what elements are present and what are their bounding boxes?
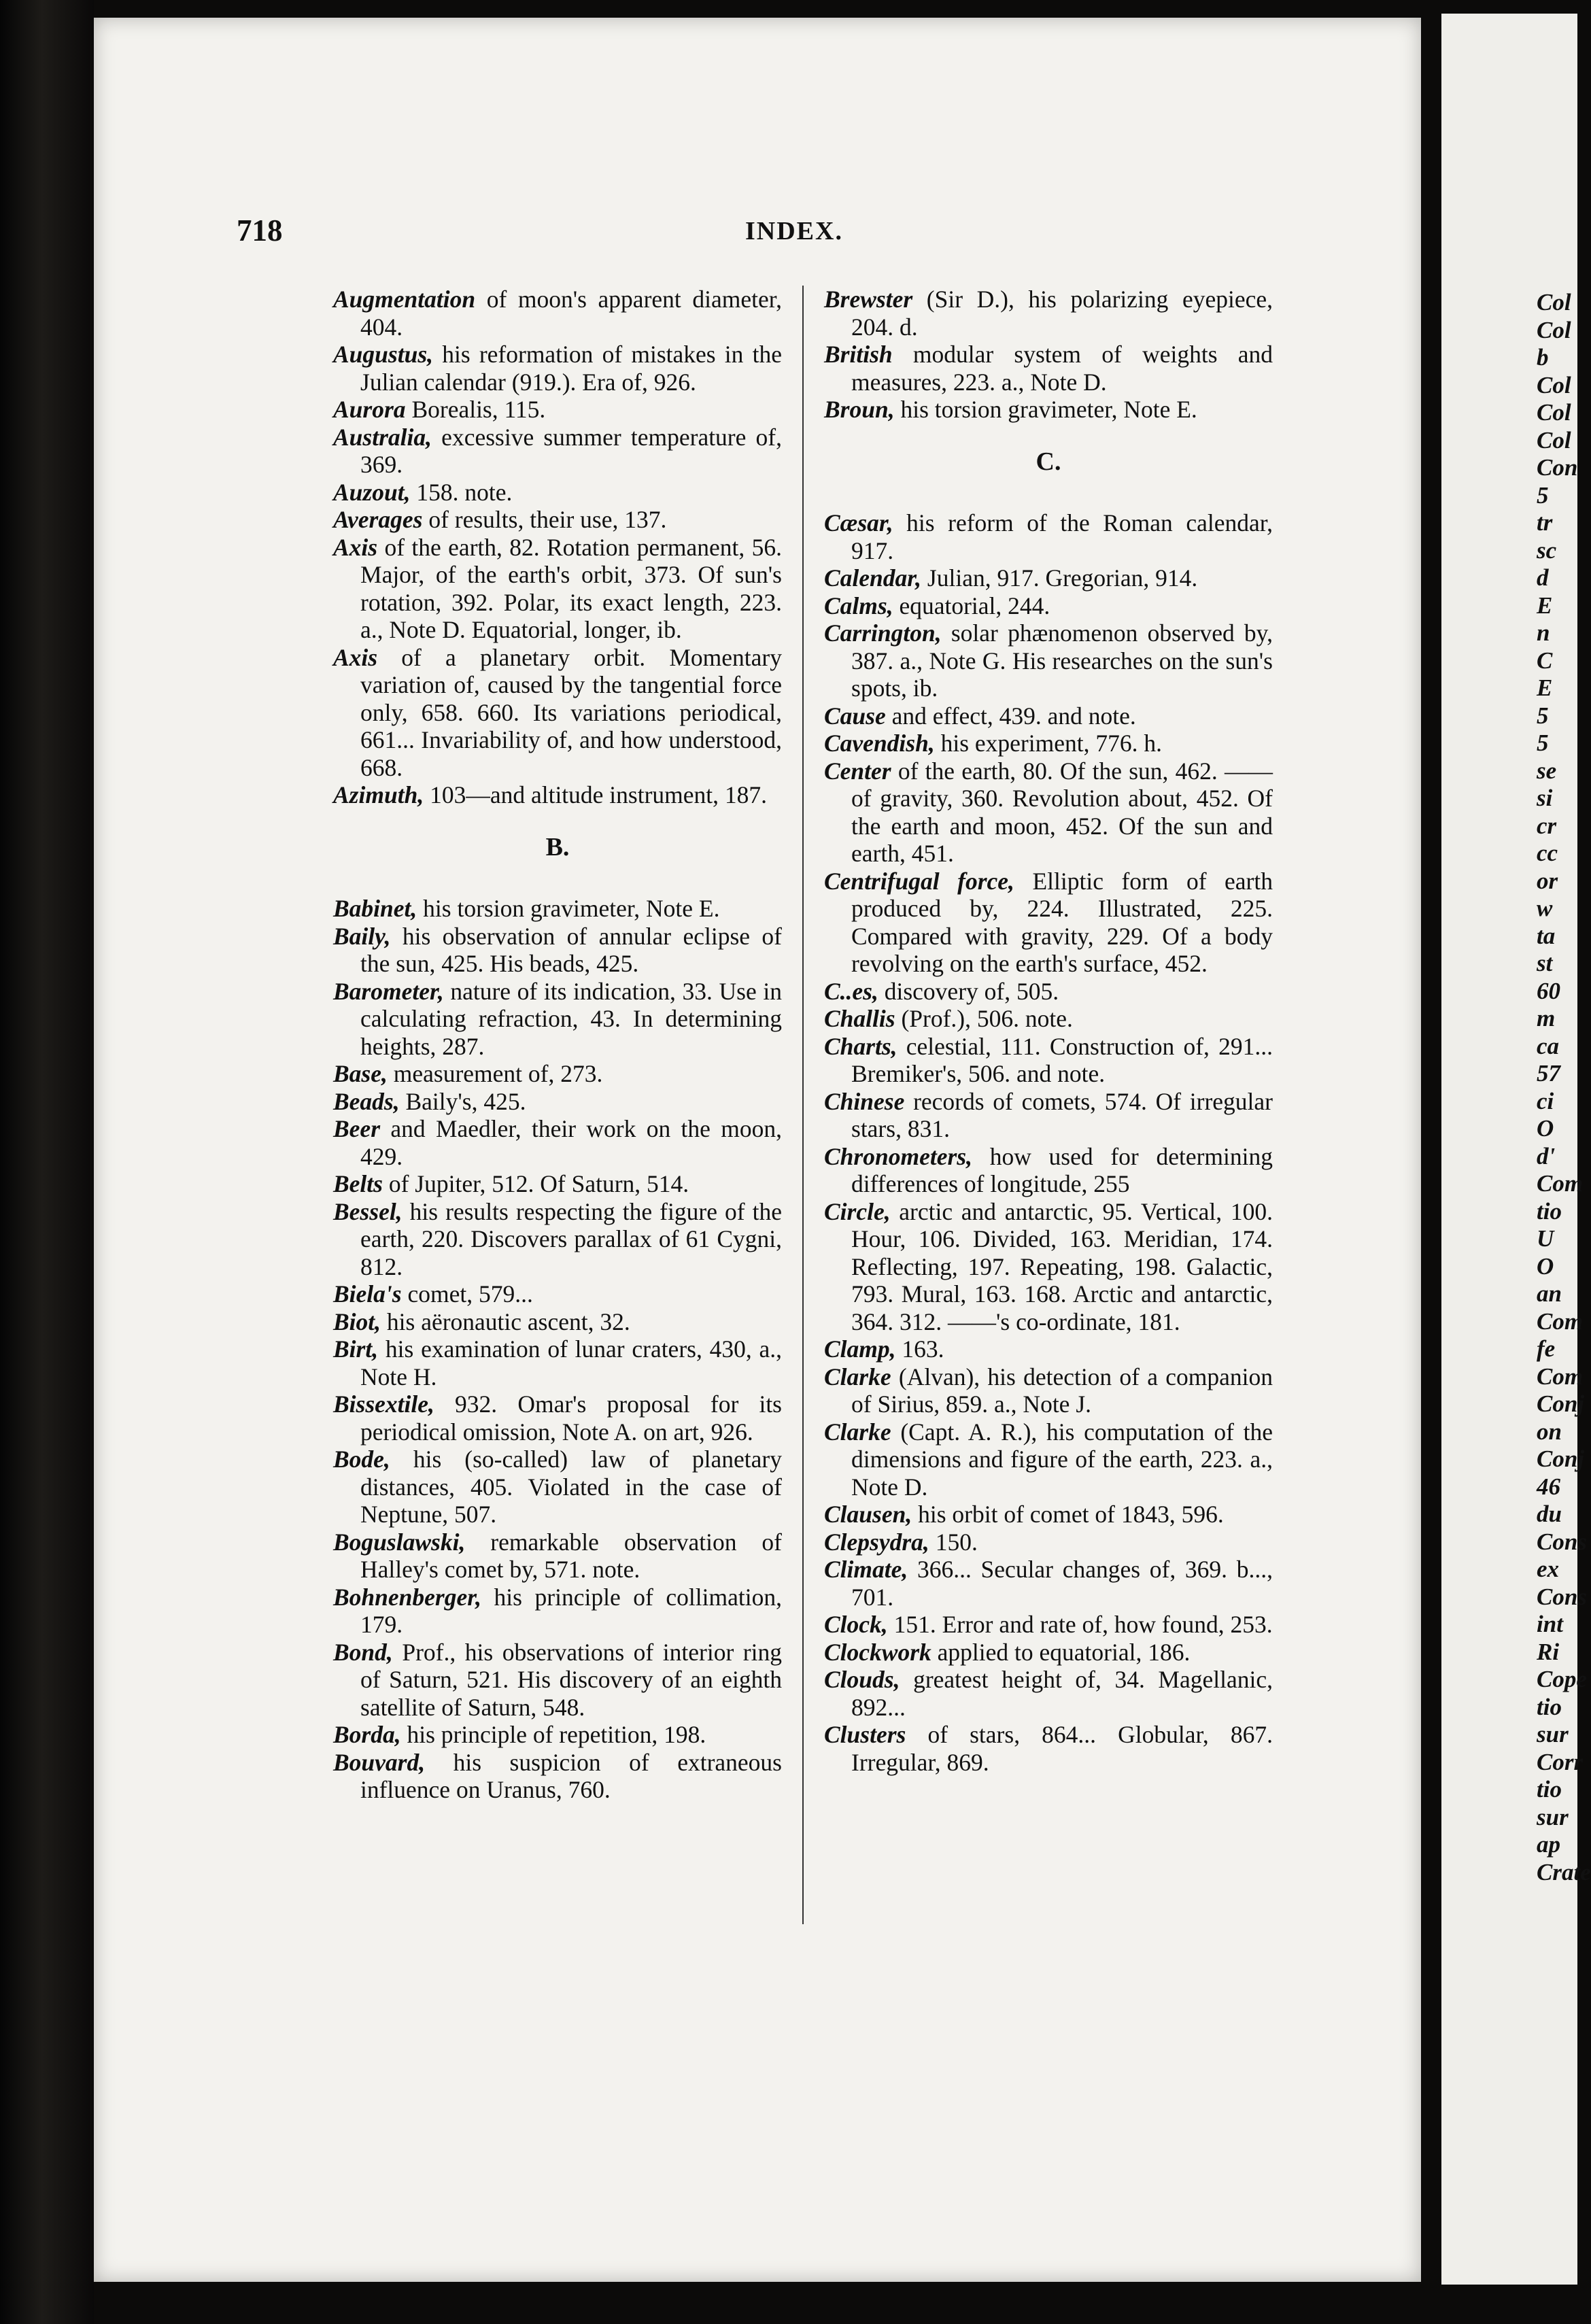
entry-term: Azimuth, (333, 781, 424, 808)
neighbor-fragment: ci (1537, 1087, 1554, 1114)
entry-term: Bissextile, (333, 1390, 434, 1418)
index-entry (824, 978, 1273, 1006)
neighbor-fragment: E (1537, 674, 1553, 701)
index-entry (824, 1335, 1273, 1363)
entry-term: Bessel, (333, 1197, 403, 1225)
entry-term: Augustus, (333, 341, 434, 368)
index-entry (333, 1721, 782, 1749)
neighbor-fragment: tio (1537, 1693, 1562, 1720)
index-entry (824, 1611, 1273, 1639)
entry-text: his observation of annular eclipse of the sun, 425. His beads, 425. (360, 922, 782, 977)
index-entry (824, 1005, 1273, 1033)
neighbor-fragment: Conj (1537, 1390, 1585, 1417)
entry-term: Calendar, (824, 564, 922, 592)
entry-term: Bond, (333, 1638, 393, 1666)
entry-text: records of comets, 574. Of irregular stars, 831. (851, 1087, 1273, 1142)
neighbor-fragment: d' (1537, 1142, 1556, 1169)
entry-term: Biela's (333, 1280, 402, 1308)
neighbor-fragment: Con (1537, 454, 1578, 481)
neighbor-fragment: m (1537, 1005, 1556, 1031)
neighbor-fragment: U (1537, 1225, 1554, 1252)
neighbor-fragment: fe (1537, 1335, 1556, 1362)
book-spine-edge (0, 0, 94, 2324)
neighbor-fragment: sur (1537, 1721, 1569, 1747)
entry-text: Julian, 917. Gregorian, 914. (921, 564, 1198, 592)
index-entry (333, 644, 782, 782)
index-entry (824, 1143, 1273, 1198)
index-entry (824, 1556, 1273, 1611)
neighbor-fragment: O (1537, 1252, 1554, 1280)
neighbor-fragment: 60 (1537, 977, 1560, 1004)
index-entry (333, 1198, 782, 1281)
entry-text: his experiment, 776. h. (934, 730, 1162, 757)
entry-text: 150. (929, 1528, 978, 1556)
neighbor-fragment: cr (1537, 812, 1557, 839)
neighbor-page-edge (1441, 14, 1591, 2285)
entry-text: of stars, 864... Globular, 867. Irregular, 869. (851, 1721, 1273, 1776)
index-entry (333, 534, 782, 644)
index-entry (824, 1501, 1273, 1528)
entry-term: Australia, (333, 423, 432, 451)
entry-term: Clepsydra, (824, 1528, 929, 1556)
neighbor-fragment: tio (1537, 1776, 1562, 1802)
entry-term: Broun, (824, 396, 895, 423)
entry-text: arctic and antarctic, 95. Vertical, 100. Hour, 106. Divided, 163. Meridian, 174. Reflecting, 197. Repeating, 198. Galactic, 793. Mural, 163. 168. Arctic and antarctic, 364. 312. ——'s co-ordinate, 181. (851, 1197, 1273, 1335)
entry-text: nature of its indication, 33. Use in calculating refraction, 43. In determining heights, 287. (360, 977, 782, 1060)
entry-term: Clausen, (824, 1501, 912, 1528)
entry-term: Cause (824, 702, 886, 730)
entry-term: Charts, (824, 1032, 897, 1060)
entry-text: discovery of, 505. (878, 977, 1059, 1005)
entry-term: Brewster (824, 286, 913, 313)
index-entry (824, 1666, 1273, 1721)
neighbor-fragment: sur (1537, 1803, 1569, 1830)
entry-term: Augmentation (333, 286, 476, 313)
index-entry (333, 923, 782, 978)
neighbor-fragment: Col (1537, 426, 1571, 454)
index-entry (333, 978, 782, 1061)
entry-term: Aurora (333, 396, 406, 423)
entry-term: Clockwork (824, 1638, 931, 1666)
index-entry (333, 341, 782, 396)
index-entry (824, 286, 1273, 341)
index-entry (333, 1639, 782, 1722)
neighbor-fragment: Cons (1537, 1528, 1587, 1555)
entry-text: of the earth, 80. Of the sun, 462. —— of gravity, 360. Revolution about, 452. Of the earth and moon, 452. Of the sun and earth, 451. (851, 757, 1273, 867)
entry-term: Climate, (824, 1556, 908, 1583)
entry-text: comet, 579... (401, 1280, 533, 1308)
entry-text: of Jupiter, 512. Of Saturn, 514. (382, 1170, 689, 1197)
entry-text: 158. note. (410, 478, 513, 506)
entry-text: his reformation of mistakes in the Julian calendar (919.). Era of, 926. (360, 341, 782, 396)
index-entry (333, 286, 782, 341)
right-column (824, 286, 1273, 1776)
neighbor-fragment: st (1537, 950, 1553, 976)
index-entry (333, 1088, 782, 1116)
index-entry (824, 509, 1273, 564)
entry-term: Beer (333, 1115, 381, 1142)
entry-text: of results, their use, 137. (422, 506, 667, 533)
index-entry (333, 1060, 782, 1088)
entry-term: Bohnenberger, (333, 1583, 481, 1611)
neighbor-fragment: Cope (1537, 1666, 1587, 1692)
index-entry (333, 781, 782, 809)
neighbor-fragment: Ri (1537, 1638, 1560, 1665)
entry-term: Clouds, (824, 1666, 900, 1693)
entry-text: (Prof.), 506. note. (895, 1005, 1073, 1032)
entry-text: greatest height of, 34. Magellanic, 892... (851, 1666, 1273, 1721)
section-letter-b: B. (545, 832, 570, 861)
left-column (333, 286, 782, 1804)
entry-text: his results respecting the figure of the earth, 220. Discovers parallax of 61 Cygni, 812. (360, 1197, 782, 1280)
entry-term: Auzout, (333, 478, 411, 506)
neighbor-fragment: 46 (1537, 1473, 1560, 1500)
entry-term: Centrifugal force, (824, 867, 1014, 895)
index-entry (824, 1528, 1273, 1556)
entry-term: Chronometers, (824, 1142, 972, 1170)
index-entry (824, 1033, 1273, 1088)
neighbor-fragment: ex (1537, 1556, 1560, 1582)
entry-term: Belts (333, 1170, 383, 1197)
entry-text: 103—and altitude instrument, 187. (424, 781, 768, 808)
column-rule (802, 286, 804, 1924)
index-entry (333, 1584, 782, 1639)
entry-term: Carrington, (824, 619, 942, 647)
neighbor-fragment: Com (1537, 1308, 1584, 1335)
neighbor-fragment: cc (1537, 840, 1558, 866)
index-entry (824, 730, 1273, 757)
entry-term: Base, (333, 1060, 388, 1087)
entry-term: Beads, (333, 1087, 400, 1115)
page-number: 718 (237, 213, 283, 247)
neighbor-fragment: w (1537, 895, 1553, 921)
neighbor-fragment: on (1537, 1418, 1562, 1445)
entry-text: and effect, 439. and note. (885, 702, 1136, 730)
entry-text: his principle of collimation, 179. (360, 1583, 782, 1638)
index-entry (333, 479, 782, 507)
index-entry (333, 1528, 782, 1584)
entry-term: Birt, (333, 1335, 379, 1363)
neighbor-fragment: Cons (1537, 1583, 1587, 1610)
entry-text: of the earth, 82. Rotation permanent, 56. Major, of the earth's orbit, 373. Of sun's rotation, 392. Polar, its exact length, 223. a., Note D. Equatorial, longer, ib. (360, 533, 782, 643)
entry-text: his orbit of comet of 1843, 596. (912, 1501, 1224, 1528)
neighbor-fragment: an (1537, 1280, 1562, 1307)
entry-term: C..es, (824, 977, 878, 1005)
neighbor-fragment: 57 (1537, 1060, 1560, 1087)
neighbor-fragment: int (1537, 1611, 1563, 1637)
index-entry (333, 1115, 782, 1170)
neighbor-fragment: E (1537, 592, 1553, 619)
entry-term: Center (824, 757, 891, 785)
entry-term: Clarke (824, 1418, 891, 1446)
neighbor-fragment: Corr (1537, 1748, 1584, 1775)
entry-text: 366... Secular changes of, 369. b..., 701. (851, 1556, 1273, 1611)
entry-term: Averages (333, 506, 423, 533)
index-entry (333, 1280, 782, 1308)
entry-text: his torsion gravimeter, Note E. (894, 396, 1197, 423)
neighbor-fragment: ap (1537, 1831, 1560, 1858)
index-entry (333, 1170, 782, 1198)
neighbor-fragment: Crate (1537, 1858, 1591, 1885)
index-entry (824, 1363, 1273, 1418)
neighbor-fragment: tio (1537, 1197, 1562, 1225)
entry-term: Bouvard, (333, 1748, 426, 1776)
entry-text: equatorial, 244. (893, 592, 1050, 619)
neighbor-fragment: d (1537, 564, 1549, 591)
index-entry (824, 1721, 1273, 1776)
entry-term: Borda, (333, 1721, 401, 1748)
entry-text: modular system of weights and measures, 223. a., Note D. (851, 341, 1273, 396)
index-entry (333, 1335, 782, 1390)
neighbor-fragment: Col (1537, 371, 1571, 398)
entry-text: solar phænomenon observed by, 387. a., Note G. His researches on the sun's spots, ib. (851, 619, 1273, 702)
entry-text: Elliptic form of earth produced by, 224. Illustrated, 225. Compared with gravity, 229. Of a body revolving on the earth's surface, 452. (851, 867, 1273, 977)
index-entry (824, 592, 1273, 620)
section-letter-c: C. (1036, 447, 1061, 476)
index-entry (824, 341, 1273, 396)
entry-term: Challis (824, 1005, 895, 1032)
entry-text: excessive summer temperature of, 369. (360, 423, 782, 478)
entry-text: (Capt. A. R.), his computation of the dimensions and figure of the earth, 223. a., Note D. (851, 1418, 1273, 1501)
entry-text: celestial, 111. Construction of, 291... Bremiker's, 506. and note. (851, 1032, 1273, 1087)
entry-text: 151. Error and rate of, how found, 253. (887, 1611, 1273, 1638)
entry-term: Bode, (333, 1446, 390, 1473)
index-entry (333, 1446, 782, 1528)
entry-text: Baily's, 425. (399, 1087, 526, 1115)
neighbor-fragment: se (1537, 757, 1557, 784)
neighbor-fragment: ca (1537, 1032, 1560, 1059)
entry-text: and Maedler, their work on the moon, 429. (360, 1115, 782, 1170)
neighbor-fragment: 5 (1537, 702, 1549, 729)
entry-term: Axis (333, 643, 378, 671)
neighbor-fragment: tr (1537, 509, 1553, 536)
entry-text: remarkable observation of Halley's comet by, 571. note. (360, 1528, 782, 1583)
entry-text: 932. Omar's proposal for its periodical omission, Note A. on art, 926. (360, 1390, 782, 1446)
neighbor-fragment: Col (1537, 289, 1571, 315)
neighbor-fragment: ta (1537, 922, 1556, 949)
neighbor-fragment: 5 (1537, 481, 1549, 509)
entry-text: of a planetary orbit. Momentary variation of, caused by the tangential force only, 658. 660. Its variations periodical, 661... Invariability of, and how understood, 668. (360, 643, 782, 781)
index-entry (824, 1198, 1273, 1336)
neighbor-fragment: Com (1537, 1363, 1584, 1390)
entry-text: how used for determining differences of longitude, 255 (851, 1142, 1273, 1197)
index-entry (824, 564, 1273, 592)
neighbor-fragment: du (1537, 1501, 1562, 1527)
index-entry (333, 1749, 782, 1804)
index-entry (824, 1088, 1273, 1143)
index-entry (824, 619, 1273, 702)
entry-text: measurement of, 273. (387, 1060, 603, 1087)
neighbor-fragment: Col (1537, 316, 1571, 343)
entry-text: his torsion gravimeter, Note E. (417, 895, 720, 922)
entry-text: his aëronautic ascent, 32. (381, 1308, 630, 1335)
neighbor-fragment: O (1537, 1115, 1554, 1142)
neighbor-fragment: C (1537, 647, 1553, 674)
neighbor-fragment: n (1537, 619, 1550, 646)
index-entry (333, 1308, 782, 1336)
entry-term: Circle, (824, 1197, 891, 1225)
index-entry (824, 396, 1273, 424)
neighbor-fragment: 5 (1537, 730, 1549, 756)
index-entry (333, 1390, 782, 1446)
entry-text: of moon's apparent diameter, 404. (360, 286, 782, 341)
entry-text: Prof., his observations of interior ring of Saturn, 521. His discovery of an eighth satellite of Saturn, 548. (360, 1638, 782, 1721)
neighbor-fragment: Conj (1537, 1446, 1585, 1472)
index-entry (333, 424, 782, 479)
index-entry (824, 1418, 1273, 1501)
entry-text: (Sir D.), his polarizing eyepiece, 204. d. (851, 286, 1273, 341)
entry-term: Clamp, (824, 1335, 896, 1363)
entry-term: Babinet, (333, 895, 417, 922)
index-entry (333, 506, 782, 534)
entry-text: his (so-called) law of planetary distances, 405. Violated in the case of Neptune, 507. (360, 1446, 782, 1528)
neighbor-fragment: si (1537, 785, 1553, 811)
entry-term: Boguslawski, (333, 1528, 466, 1556)
index-entry (824, 757, 1273, 868)
index-entry (824, 868, 1273, 978)
entry-term: Calms, (824, 592, 893, 619)
neighbor-fragment: or (1537, 867, 1558, 894)
entry-term: Cæsar, (824, 509, 893, 536)
entry-text: 163. (895, 1335, 944, 1363)
neighbor-fragment: sc (1537, 536, 1557, 564)
entry-term: Cavendish, (824, 730, 935, 757)
entry-term: Clarke (824, 1363, 891, 1390)
entry-term: Biot, (333, 1308, 381, 1335)
running-head: INDEX. (745, 217, 843, 245)
neighbor-fragment: Col (1537, 399, 1571, 426)
entry-term: Baily, (333, 922, 391, 950)
entry-text: his suspicion of extraneous influence on Uranus, 760. (360, 1748, 782, 1803)
entry-text: his reform of the Roman calendar, 917. (851, 509, 1273, 564)
index-entry (824, 702, 1273, 730)
index-entry (333, 396, 782, 424)
neighbor-fragment: Com (1537, 1170, 1584, 1197)
entry-text: (Alvan), his detection of a companion of Sirius, 859. a., Note J. (851, 1363, 1273, 1418)
neighbor-fragment: b (1537, 344, 1549, 371)
entry-text: Borealis, 115. (405, 396, 546, 423)
entry-term: Clock, (824, 1611, 888, 1638)
entry-text: his examination of lunar craters, 430, a., Note H. (360, 1335, 782, 1390)
index-entry (333, 895, 782, 923)
index-entry (824, 1639, 1273, 1667)
entry-term: Barometer, (333, 977, 444, 1005)
entry-text: applied to equatorial, 186. (931, 1638, 1191, 1666)
entry-term: Clusters (824, 1721, 906, 1748)
entry-term: Chinese (824, 1087, 905, 1115)
entry-term: British (824, 341, 893, 368)
entry-text: his principle of repetition, 198. (400, 1721, 706, 1748)
entry-term: Axis (333, 533, 378, 561)
